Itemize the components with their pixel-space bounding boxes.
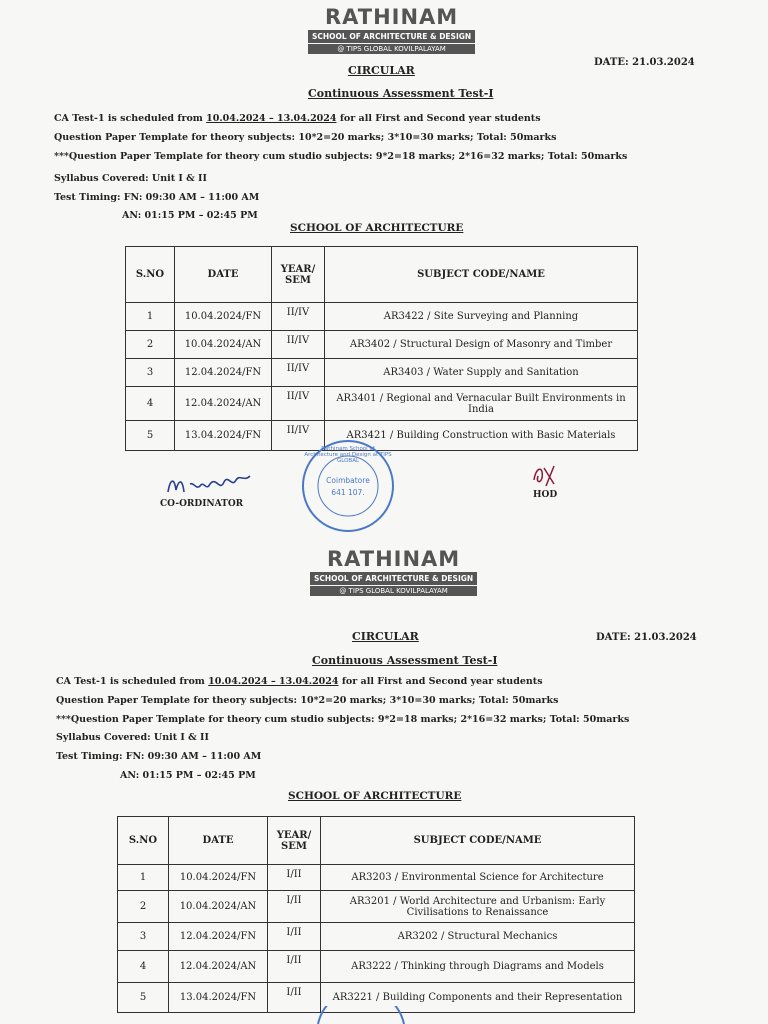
schedule-prefix: CA Test-1 is scheduled from <box>54 113 207 124</box>
cell-subject: AR3403 / Water Supply and Sanitation <box>325 359 638 387</box>
header-year-sem: YEAR/ SEM <box>272 247 325 303</box>
table-row <box>126 331 638 359</box>
cell-year-sem: I/II <box>268 983 321 1013</box>
schedule-table <box>125 246 638 451</box>
cell-sno: 5 <box>118 983 169 1013</box>
stamp-pin: 641 107. <box>331 488 365 497</box>
cell-year-sem: II/IV <box>272 387 325 421</box>
cell-sno: 3 <box>118 923 169 951</box>
circular-heading: CIRCULAR <box>352 630 419 643</box>
schedule-prefix: CA Test-1 is scheduled from <box>56 676 209 687</box>
timing-fn: Test Timing: FN: 09:30 AM – 11:00 AM <box>56 751 262 762</box>
school-logo <box>308 6 475 54</box>
header-year-sem: YEAR/ SEM <box>268 817 321 865</box>
table-row <box>126 359 638 387</box>
cell-sno: 2 <box>126 331 175 359</box>
template-studio: ***Question Paper Template for theory cum studio subjects: 9*2=18 marks; 2*16=32 marks; Total: 50marks <box>56 714 630 725</box>
school-logo <box>310 548 477 596</box>
cell-date: 12.04.2024/AN <box>175 387 272 421</box>
cell-sno: 4 <box>118 951 169 983</box>
cell-sno: 3 <box>126 359 175 387</box>
cell-year-sem: II/IV <box>272 421 325 451</box>
syllabus-covered: Syllabus Covered: Unit I & II <box>54 173 207 184</box>
hod-signature <box>530 462 564 488</box>
cell-date: 10.04.2024/AN <box>175 331 272 359</box>
logo-subtitle: SCHOOL OF ARCHITECTURE & DESIGN <box>310 572 477 585</box>
timing-an: AN: 01:15 PM – 02:45 PM <box>122 210 258 221</box>
cell-date: 12.04.2024/FN <box>169 923 268 951</box>
school-name: SCHOOL OF ARCHITECTURE <box>288 790 462 802</box>
circular-date: DATE: 21.03.2024 <box>594 57 695 68</box>
circular-subheading: Continuous Assessment Test-I <box>312 654 498 667</box>
coordinator-signature <box>162 462 254 502</box>
stamp-outer-text: Rathinam School of Architecture and Design at TIPS GLOBAL <box>304 446 392 464</box>
logo-location: @ TIPS GLOBAL KOVILPALAYAM <box>310 586 477 596</box>
table-header-row <box>118 817 635 865</box>
coordinator-label: CO-ORDINATOR <box>160 499 244 509</box>
schedule-suffix: for all First and Second year students <box>338 676 543 687</box>
cell-sno: 4 <box>126 387 175 421</box>
cell-year-sem: II/IV <box>272 331 325 359</box>
header-subject: SUBJECT CODE/NAME <box>325 247 638 303</box>
cell-subject: AR3422 / Site Surveying and Planning <box>325 303 638 331</box>
partial-stamp-icon <box>316 1006 406 1024</box>
cell-subject: AR3201 / World Architecture and Urbanism: Early Civilisations to Renaissance <box>321 891 635 923</box>
cell-subject: AR3401 / Regional and Vernacular Built Environments in India <box>325 387 638 421</box>
logo-location: @ TIPS GLOBAL KOVILPALAYAM <box>308 44 475 54</box>
header-date: DATE <box>175 247 272 303</box>
table-row <box>126 387 638 421</box>
cell-date: 12.04.2024/AN <box>169 951 268 983</box>
schedule-line <box>56 676 543 687</box>
template-theory: Question Paper Template for theory subjects: 10*2=20 marks; 3*10=30 marks; Total: 50marks <box>56 695 559 706</box>
header-sno: S.NO <box>126 247 175 303</box>
cell-date: 12.04.2024/FN <box>175 359 272 387</box>
cell-year-sem: II/IV <box>272 359 325 387</box>
timing-an: AN: 01:15 PM – 02:45 PM <box>120 770 256 781</box>
schedule-suffix: for all First and Second year students <box>336 113 541 124</box>
cell-sno: 1 <box>126 303 175 331</box>
template-theory: Question Paper Template for theory subjects: 10*2=20 marks; 3*10=30 marks; Total: 50marks <box>54 132 557 143</box>
logo-brand: RATHINAM <box>324 5 459 29</box>
cell-year-sem: II/IV <box>272 303 325 331</box>
cell-subject: AR3421 / Building Construction with Basic Materials <box>325 421 638 451</box>
cell-sno: 5 <box>126 421 175 451</box>
table-row <box>118 891 635 923</box>
schedule-range: 10.04.2024 – 13.04.2024 <box>206 113 337 124</box>
cell-date: 10.04.2024/AN <box>169 891 268 923</box>
circular-heading: CIRCULAR <box>348 64 415 77</box>
cell-subject: AR3222 / Thinking through Diagrams and Models <box>321 951 635 983</box>
circular-2 <box>0 538 768 1024</box>
cell-date: 13.04.2024/FN <box>169 983 268 1013</box>
school-name: SCHOOL OF ARCHITECTURE <box>290 222 464 234</box>
logo-subtitle: SCHOOL OF ARCHITECTURE & DESIGN <box>308 30 475 43</box>
cell-year-sem: I/II <box>268 951 321 983</box>
cell-sno: 1 <box>118 865 169 891</box>
stamp-city: Coimbatore <box>326 476 370 485</box>
table-row <box>118 923 635 951</box>
cell-subject: AR3402 / Structural Design of Masonry and Timber <box>325 331 638 359</box>
timing-fn: Test Timing: FN: 09:30 AM – 11:00 AM <box>54 192 260 203</box>
cell-subject: AR3203 / Environmental Science for Architecture <box>321 865 635 891</box>
circular-subheading: Continuous Assessment Test-I <box>308 87 494 100</box>
syllabus-covered: Syllabus Covered: Unit I & II <box>56 732 209 743</box>
table-header-row <box>126 247 638 303</box>
table-row <box>118 865 635 891</box>
cell-year-sem: I/II <box>268 891 321 923</box>
header-subject: SUBJECT CODE/NAME <box>321 817 635 865</box>
header-date: DATE <box>169 817 268 865</box>
cell-subject: AR3221 / Building Components and their Representation <box>321 983 635 1013</box>
cell-subject: AR3202 / Structural Mechanics <box>321 923 635 951</box>
cell-year-sem: I/II <box>268 865 321 891</box>
cell-date: 13.04.2024/FN <box>175 421 272 451</box>
cell-year-sem: I/II <box>268 923 321 951</box>
logo-brand: RATHINAM <box>326 547 461 571</box>
schedule-table <box>117 816 635 1013</box>
circular-date: DATE: 21.03.2024 <box>596 632 697 643</box>
cell-date: 10.04.2024/FN <box>175 303 272 331</box>
institution-stamp <box>302 440 394 532</box>
table-row <box>126 303 638 331</box>
cell-sno: 2 <box>118 891 169 923</box>
hod-label: HOD <box>533 490 558 500</box>
schedule-line <box>54 113 541 124</box>
header-sno: S.NO <box>118 817 169 865</box>
table-row <box>118 951 635 983</box>
cell-date: 10.04.2024/FN <box>169 865 268 891</box>
template-studio: ***Question Paper Template for theory cum studio subjects: 9*2=18 marks; 2*16=32 marks; Total: 50marks <box>54 151 628 162</box>
schedule-range: 10.04.2024 – 13.04.2024 <box>208 676 339 687</box>
